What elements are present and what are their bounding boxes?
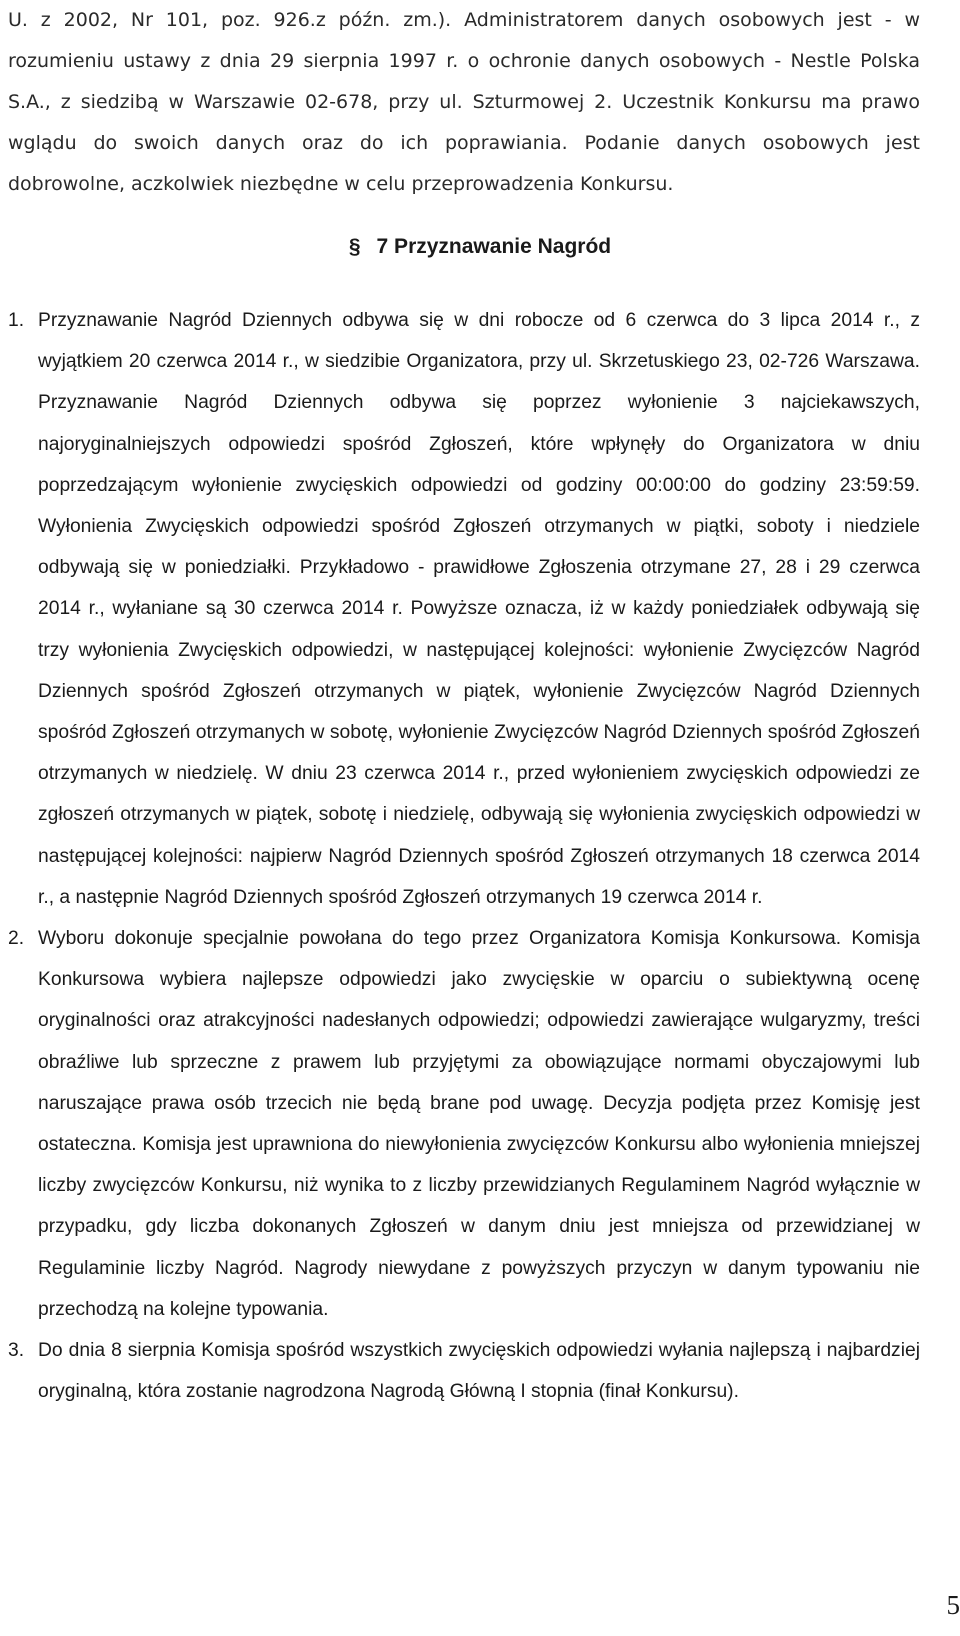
list-item <box>8 918 920 1330</box>
numbered-list <box>8 300 920 1412</box>
section-heading <box>0 235 960 259</box>
list-item-text: Do dnia 8 sierpnia Komisja spośród wszystkich zwycięskich odpowiedzi wyłania najlepszą i najbardziej oryginalną, która zostanie nagrodzona Nagrodą Główną I stopnia (finał Konkursu). <box>38 1340 920 1403</box>
list-item-text: Wyboru dokonuje specjalnie powołana do tego przez Organizatora Komisja Konkursowa. Komisja Konkursowa wybiera najlepsze odpowiedzi jako zwycięskie w oparciu o subiektywną ocenę oryginalności oraz atrakcyjności nadesłanych odpowiedzi; odpowiedzi zawierające wulgaryzmy, treści obraźliwe lub sprzeczne z prawem lub przyjętymi za obowiązujące normami obyczajowymi lub naruszające prawa osób trzecich nie będą brane pod uwagę. Decyzja podjęta przez Komisję jest ostateczna. Komisja jest uprawniona do niewyłonienia zwycięzców Konkursu albo wyłonienia mniejszej liczby zwycięzców Konkursu, niż wynika to z liczby przewidzianych Regulaminem Nagród wyłącznie w przypadku, gdy liczba dokonanych Zgłoszeń w danym dniu jest mniejsza od przewidzianej w Regulaminie liczby Nagród. Nagrody niewydane z powyższych przyczyn w danym typowaniu nie przechodzą na kolejne typowania. <box>38 928 920 1320</box>
list-item <box>8 300 920 918</box>
section-title: 7 Przyznawanie Nagród <box>376 235 612 258</box>
list-item-number: 2. <box>8 928 25 950</box>
page-number: 5 <box>946 1590 960 1620</box>
list-item-number: 1. <box>8 310 25 331</box>
list-item-text: Przyznawanie Nagród Dziennych odbywa się w dni robocze od 6 czerwca do 3 lipca 2014 r., z wyjątkiem 20 czerwca 2014 r., w siedzibie Organizatora, przy ul. Skrzetuskiego 23, 02-726 Warszawa. Przyznawanie Nagród Dziennych odbywa się poprzez wyłonienie 3 najciekawszych, najoryginalniejszych odpowiedzi spośród Zgłoszeń, które wpłynęły do Organizatora w dniu poprzedzającym wyłonienie zwycięskich odpowiedzi od godziny 00:00:00 do godziny 23:59:59. Wyłonienia Zwycięskich odpowiedzi spośród Zgłoszeń otrzymanych w piątki, soboty i niedziele odbywają się w poniedziałki. Przykładowo - prawidłowe Zgłoszenia otrzymane 27, 28 i 29 czerwca 2014 r., wyłaniane są 30 czerwca 2014 r. Powyższe oznacza, iż w każdy poniedziałek odbywają się trzy wyłonienia Zwycięskich odpowiedzi, w następującej kolejności: wyłonienie Zwycięzców Nagród Dziennych spośród Zgłoszeń otrzymanych w piątek, wyłonienie Zwycięzców Nagród Dziennych spośród Zgłoszeń otrzymanych w sobotę, wyłonienie Zwycięzców Nagród Dziennych spośród Zgłoszeń otrzymanych w niedzielę. W dniu 23 czerwca 2014 r., przed wyłonieniem zwycięskich odpowiedzi ze zgłoszeń otrzymanych w piątek, sobotę i niedzielę, odbywają się wyłonienia zwycięskich odpowiedzi w następującej kolejności: najpierw Nagród Dziennych spośród Zgłoszeń otrzymanych 18 czerwca 2014 r., a następnie Nagród Dziennych spośród Zgłoszeń otrzymanych 19 czerwca 2014 r. <box>38 310 920 908</box>
intro-paragraph: U. z 2002, Nr 101, poz. 926.z późn. zm.). Administratorem danych osobowych jest - w rozumieniu ustawy z dnia 29 sierpnia 1997 r. o ochronie danych osobowych - Nestle Polska S.A., z siedzibą w Warszawie 02-678, przy ul. Szturmowej 2. Uczestnik Konkursu ma prawo wglądu do swoich danych oraz do ich poprawiania. Podanie danych osobowych jest dobrowolne, aczkolwiek niezbędne w celu przeprowadzenia Konkursu. <box>8 9 920 195</box>
section-sign: § <box>348 235 361 258</box>
list-item <box>8 1330 920 1412</box>
list-item-number: 3. <box>8 1340 25 1362</box>
